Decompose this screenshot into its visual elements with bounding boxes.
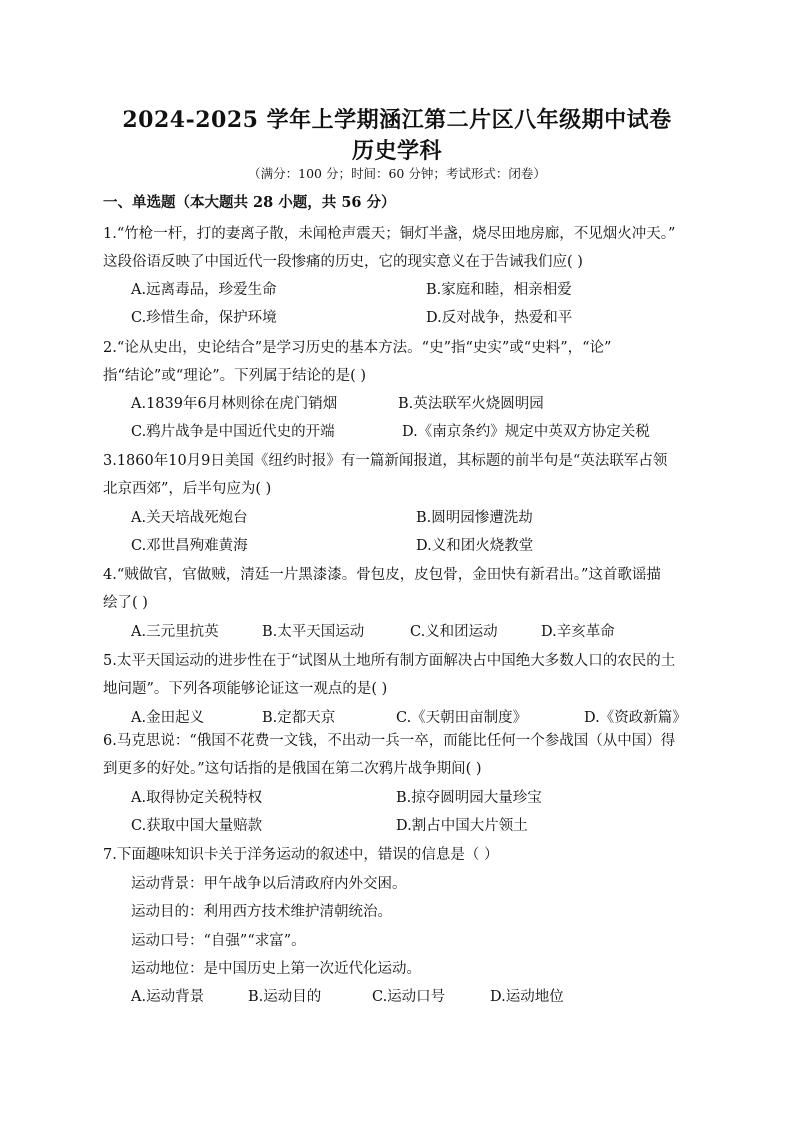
option-d: D.反对战争，热爱和平 bbox=[426, 310, 573, 326]
question-text: 4.“贼做官，官做贼，清廷一片黑漆漆。骨包皮，皮包骨，金田快有新君出。”这首歌谣描 bbox=[103, 567, 661, 583]
option-b: B.运动目的 bbox=[248, 989, 322, 1005]
option-c: C.获取中国大量赔款 bbox=[131, 818, 263, 834]
option-a: A.金田起义 bbox=[131, 710, 205, 726]
option-b: B.掠夺圆明园大量珍宝 bbox=[396, 790, 542, 806]
option-d: D.《资政新篇》 bbox=[584, 710, 687, 726]
question-text: 3.1860年10月9日美国《纽约时报》有一篇新闻报道，其标题的前半句是“英法联军占领 bbox=[103, 453, 668, 469]
option-c: C.邓世昌殉难黄海 bbox=[131, 538, 248, 554]
knowledge-card-line: 运动目的：利用西方技术维护清朝统治。 bbox=[131, 904, 392, 920]
exam-info: （满分：100 分；时间：60 分钟；考试形式：闭卷） bbox=[248, 166, 546, 181]
question-text: 2.“论从史出，史论结合”是学习历史的基本方法。“史”指“史实”或“史料”，“论” bbox=[103, 340, 612, 356]
option-c: C.珍惜生命，保护环境 bbox=[131, 310, 277, 326]
knowledge-card-line: 运动地位：是中国历史上第一次近代化运动。 bbox=[131, 961, 421, 977]
option-c: C.运动口号 bbox=[372, 989, 446, 1005]
question-text: 绘了( ) bbox=[103, 595, 148, 611]
option-a: A.运动背景 bbox=[131, 989, 205, 1005]
exam-subject: 历史学科 bbox=[351, 138, 442, 164]
question-text: 地问题”。下列各项能够论证这一观点的是( ) bbox=[103, 681, 388, 697]
option-a: A.关天培战死炮台 bbox=[131, 510, 248, 526]
question-text: 5.太平天国运动的进步性在于“试图从土地所有制方面解决占中国绝大多数人口的农民的土 bbox=[103, 653, 676, 669]
question-text: 1.“竹枪一杆，打的妻离子散，未闻枪声震天；铜灯半盏，烧尽田地房廊，不见烟火冲天。” bbox=[103, 226, 676, 242]
option-d: D.义和团火烧教堂 bbox=[416, 538, 534, 554]
option-c: C.鸦片战争是中国近代史的开端 bbox=[131, 424, 335, 440]
question-text: 指“结论”或“理论”。下列属于结论的是( ) bbox=[103, 368, 367, 384]
section-heading: 一、单选题（本大题共 28 小题，共 56 分） bbox=[103, 194, 396, 211]
knowledge-card-line: 运动口号：“自强”“求富”。 bbox=[131, 933, 306, 949]
knowledge-card-line: 运动背景：甲午战争以后清政府内外交困。 bbox=[131, 876, 407, 892]
question-text: 6.马克思说：“俄国不花费一文钱，不出动一兵一卒，而能比任何一个参战国（从中国）得 bbox=[103, 733, 676, 749]
option-a: A.取得协定关税特权 bbox=[131, 790, 263, 806]
option-d: D.割占中国大片领土 bbox=[396, 818, 528, 834]
option-c: C.《天朝田亩制度》 bbox=[396, 710, 528, 726]
option-a: A.远离毒品，珍爱生命 bbox=[131, 282, 277, 298]
question-text: 到更多的好处。”这句话指的是俄国在第二次鸦片战争期间( ) bbox=[103, 761, 482, 777]
option-d: D.《南京条约》规定中英双方协定关税 bbox=[402, 424, 650, 440]
option-b: B.定都天京 bbox=[262, 710, 336, 726]
question-text: 北京西郊”，后半句应为( ) bbox=[103, 481, 272, 497]
option-a: A.1839年6月林则徐在虎门销烟 bbox=[131, 396, 338, 412]
option-a: A.三元里抗英 bbox=[131, 624, 219, 640]
option-c: C.义和团运动 bbox=[410, 624, 498, 640]
option-b: B.圆明园惨遭洗劫 bbox=[416, 510, 533, 526]
question-text: 7.下面趣味知识卡关于洋务运动的叙述中，错误的信息是（ ） bbox=[103, 847, 499, 863]
option-b: B.家庭和睦，相亲相爱 bbox=[426, 282, 572, 298]
option-d: D.运动地位 bbox=[490, 989, 564, 1005]
option-b: B.太平天国运动 bbox=[262, 624, 365, 640]
option-b: B.英法联军火烧圆明园 bbox=[398, 396, 544, 412]
question-text: 这段俗语反映了中国近代一段惨痛的历史，它的现实意义在于告诫我们应( ) bbox=[103, 254, 583, 270]
exam-title: 2024-2025 学年上学期涵江第二片区八年级期中试卷 bbox=[122, 107, 672, 133]
option-d: D.辛亥革命 bbox=[541, 624, 615, 640]
